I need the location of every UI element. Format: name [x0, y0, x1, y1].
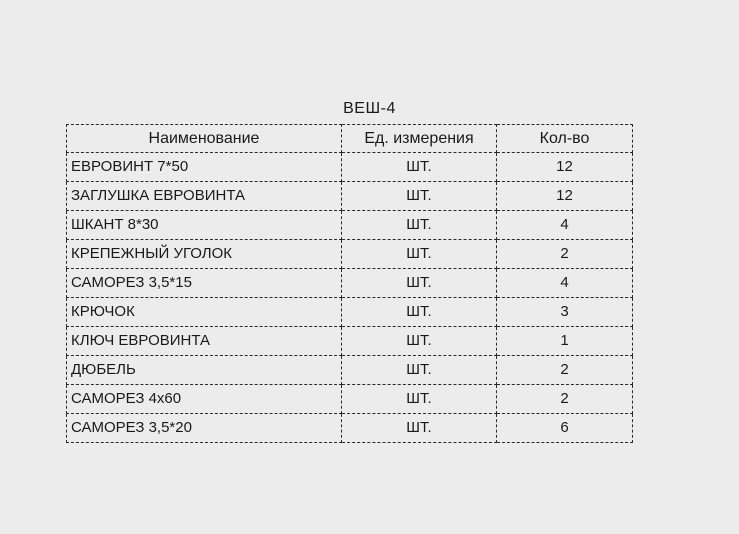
cell-qty: 2: [497, 385, 633, 414]
cell-name: КРЕПЕЖНЫЙ УГОЛОК: [67, 240, 342, 269]
document-title: ВЕШ-4: [343, 100, 396, 117]
cell-unit: ШТ.: [342, 211, 497, 240]
cell-unit: ШТ.: [342, 385, 497, 414]
header-name: Наименование: [67, 125, 342, 153]
cell-name: САМОРЕЗ 4х60: [67, 385, 342, 414]
cell-qty: 3: [497, 298, 633, 327]
cell-qty: 2: [497, 240, 633, 269]
table-row: [67, 356, 633, 385]
cell-unit: ШТ.: [342, 327, 497, 356]
cell-name: КРЮЧОК: [67, 298, 342, 327]
header-qty: Кол-во: [497, 125, 633, 153]
table-row: [67, 211, 633, 240]
cell-name: ДЮБЕЛЬ: [67, 356, 342, 385]
table-row: [67, 327, 633, 356]
cell-qty: 12: [497, 153, 633, 182]
cell-qty: 2: [497, 356, 633, 385]
cell-qty: 1: [497, 327, 633, 356]
table-row: [67, 240, 633, 269]
cell-qty: 6: [497, 414, 633, 443]
cell-qty: 4: [497, 211, 633, 240]
cell-unit: ШТ.: [342, 356, 497, 385]
cell-name: ШКАНТ 8*30: [67, 211, 342, 240]
cell-unit: ШТ.: [342, 298, 497, 327]
table-header-row: [67, 125, 633, 153]
table-row: [67, 269, 633, 298]
table-row: [67, 298, 633, 327]
cell-qty: 12: [497, 182, 633, 211]
cell-qty: 4: [497, 269, 633, 298]
table-row: [67, 385, 633, 414]
header-unit: Ед. измерения: [342, 125, 497, 153]
cell-name: КЛЮЧ ЕВРОВИНТА: [67, 327, 342, 356]
table-row: [67, 182, 633, 211]
cell-unit: ШТ.: [342, 182, 497, 211]
cell-name: ЕВРОВИНТ 7*50: [67, 153, 342, 182]
table-row: [67, 414, 633, 443]
table-row: [67, 153, 633, 182]
cell-name: САМОРЕЗ 3,5*15: [67, 269, 342, 298]
parts-table: [66, 124, 633, 443]
cell-unit: ШТ.: [342, 269, 497, 298]
cell-unit: ШТ.: [342, 414, 497, 443]
cell-name: САМОРЕЗ 3,5*20: [67, 414, 342, 443]
cell-unit: ШТ.: [342, 240, 497, 269]
cell-name: ЗАГЛУШКА ЕВРОВИНТА: [67, 182, 342, 211]
cell-unit: ШТ.: [342, 153, 497, 182]
